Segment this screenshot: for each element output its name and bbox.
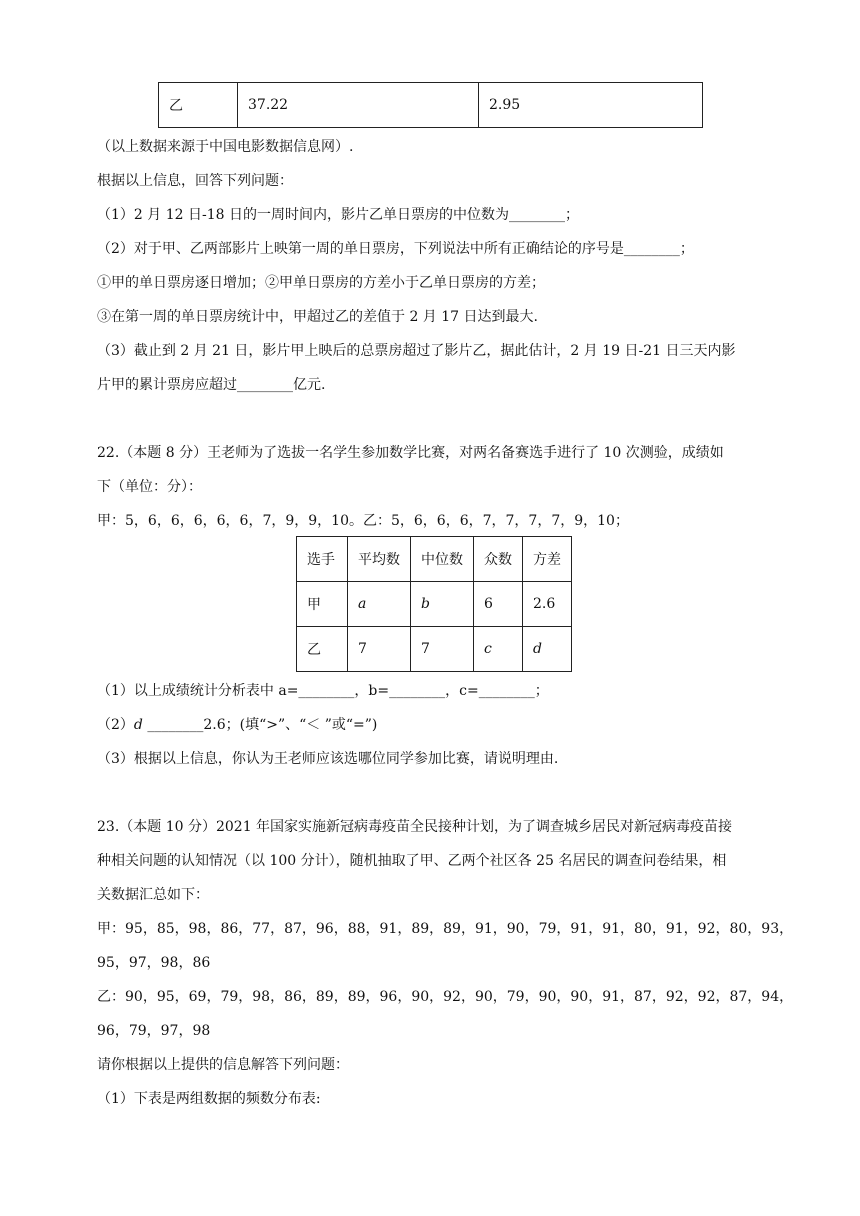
table-header-cell: 中位数 [411,537,474,582]
q21-part2-options-2: ③在第一周的单日票房统计中，甲超过乙的差值于 2 月 17 日达到最大. [97,309,538,325]
q21-part2-options-1: ①甲的单日票房逐日增加；②甲单日票房的方差小于乙单日票房的方差； [97,275,545,291]
table-cell: c [474,627,523,672]
source-note: （以上数据来源于中国电影数据信息网）. [97,139,354,155]
q22-stem-line1: 22.（本题 8 分）王老师为了选拔一名学生参加数学比赛，对两名备赛选手进行了 10 次测验，成绩如 [97,445,724,461]
q22-part2-text: ________2.6；(填“>”、“＜ ”或“=”) [142,717,378,733]
q23-yi-data-line2: 96，79，97，98 [97,1023,211,1039]
q21-part2: （2）对于甲、乙两部影片上映第一周的单日票房，下列说法中所有正确结论的序号是________； [97,241,694,257]
table-row [159,83,703,128]
q22-part2-prefix: （2） [97,717,134,733]
table-cell: 7 [348,627,411,672]
box-office-table [158,82,703,128]
table-cell: 7 [411,627,474,672]
table-row [297,627,572,672]
q22-stem-line2: 下（单位：分）： [97,479,202,495]
q22-scores: 甲：5，6，6，6，6，6，7，9，9，10。乙：5，6，6，6，7，7，7，7，9，10； [97,513,629,529]
q23-part1: （1）下表是两组数据的频数分布表: [97,1091,321,1107]
q23-stem-line1: 23.（本题 10 分）2021 年国家实施新冠病毒疫苗全民接种计划，为了调查城乡居民对新冠病毒疫苗接 [97,819,733,835]
q22-part2 [97,715,377,735]
q21-part3-line2: 片甲的累计票房应超过________亿元. [97,377,326,393]
table-cell: a [348,582,411,627]
q21-intro: 根据以上信息，回答下列问题： [97,173,293,189]
stats-table [296,536,572,672]
q23-stem-line3: 关数据汇总如下： [97,887,209,903]
table-row [297,582,572,627]
q23-stem-line2: 种相关问题的认知情况（以 100 分计），随机抽取了甲、乙两个社区各 25 名居民的调查问卷结果，相 [97,853,727,869]
table-cell: 2.6 [523,582,572,627]
table-header-row [297,537,572,582]
table-header-cell: 选手 [297,537,348,582]
q23-jia-data-line1: 甲：95，85，98，86，77，87，96，88，91，89，89，91，90，79，91，91，80，91，92，80，93， [97,921,794,937]
q22-part3: （3）根据以上信息，你认为王老师应该选哪位同学参加比赛，请说明理由. [97,751,559,767]
q23-yi-data-line1: 乙：90，95，69，79，98，86，89，89，96，90，92，90，79，90，90，91，87，92，92，87，94， [97,989,794,1005]
table-cell: 甲 [297,582,348,627]
q23-jia-data-line2: 95，97，98，86 [97,955,211,971]
q21-part1: （1）2 月 12 日-18 日的一周时间内，影片乙单日票房的中位数为________； [97,207,579,223]
q23-prompt: 请你根据以上提供的信息解答下列问题： [97,1057,349,1073]
q22-part1: （1）以上成绩统计分析表中 a=________，b=________，c=________； [97,683,549,699]
table-header-cell: 方差 [523,537,572,582]
table-cell: b [411,582,474,627]
table-cell: 乙 [159,83,238,128]
q21-part3-line1: （3）截止到 2 月 21 日，影片甲上映后的总票房超过了影片乙，据此估计，2 月 19 日-21 日三天内影 [97,343,736,359]
q22-part2-variable: d [133,717,143,733]
table-header-cell: 众数 [474,537,523,582]
table-header-cell: 平均数 [348,537,411,582]
table-cell: 2.95 [479,83,703,128]
table-cell: d [523,627,572,672]
table-cell: 37.22 [238,83,479,128]
table-cell: 乙 [297,627,348,672]
table-cell: 6 [474,582,523,627]
